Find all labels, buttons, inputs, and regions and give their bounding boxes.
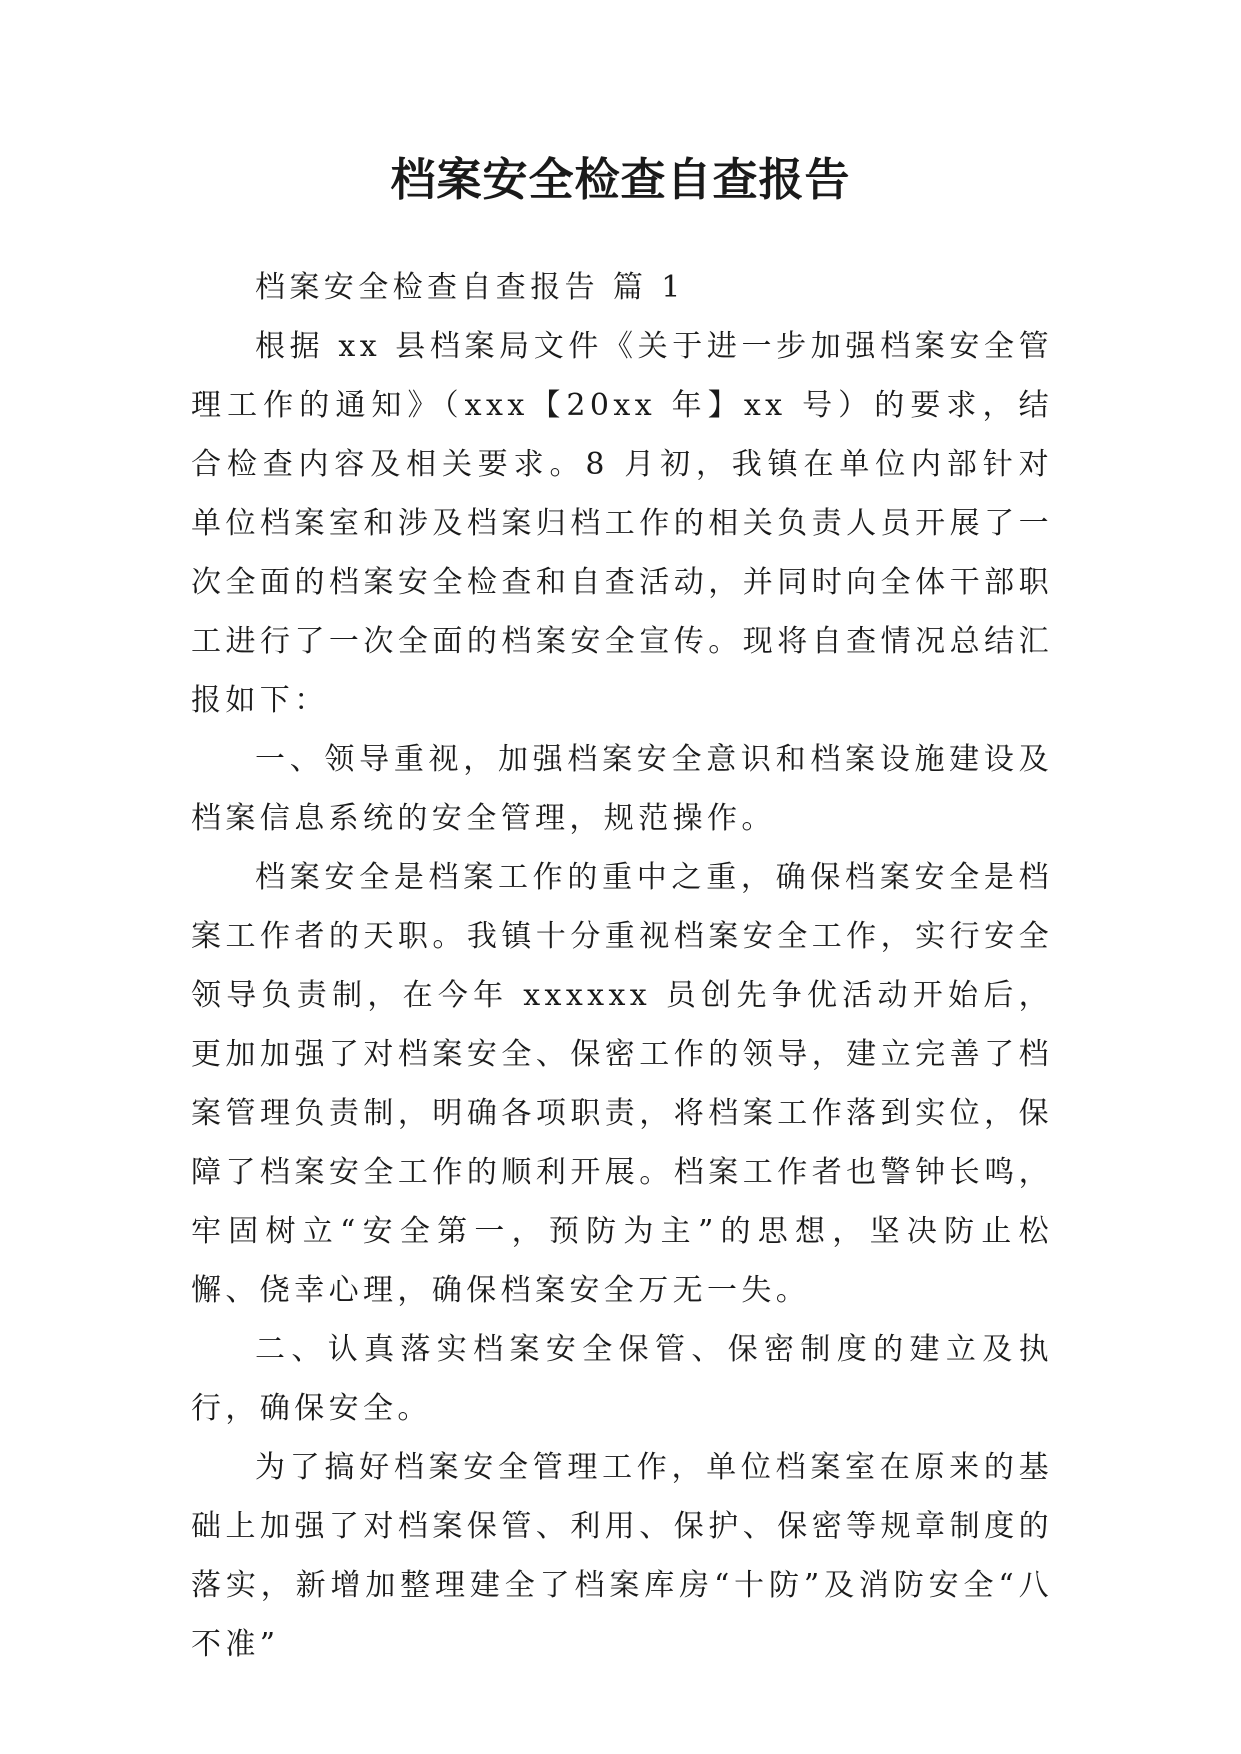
paragraph: 根据 xx 县档案局文件《关于进一步加强档案安全管理工作的通知》（xxx【20xx 年】xx 号）的要求，结合检查内容及相关要求。8 月初，我镇在单位内部针对单位档案室和涉及档案归档工作的相关负责人员开展了一次全面的档案安全检查和自查活动，并同时向全体干部职工进行了一次全面的档案安全宣传。现将自查情况总结汇报如下： xyxy=(191,329,1053,718)
paragraph: 为了搞好档案安全管理工作，单位档案室在原来的基础上加强了对档案保管、利用、保护、保密等规章制度的落实，新增加整理建全了档案库房“十防”及消防安全“八不准” xyxy=(191,1450,1053,1662)
section-heading: 一、领导重视，加强档案安全意识和档案设施建设及档案信息系统的安全管理，规范操作。 xyxy=(191,742,1053,836)
document-body xyxy=(191,258,1053,1674)
paragraph: 档案安全是档案工作的重中之重，确保档案安全是档案工作者的天职。我镇十分重视档案安全工作，实行安全领导负责制，在今年 xxxxxx 员创先争优活动开始后，更加加强了对档案安全、保密工作的领导，建立完善了档案管理负责制，明确各项职责，将档案工作落到实位，保障了档案安全工作的顺利开展。档案工作者也警钟长鸣，牢固树立“安全第一，预防为主”的思想，坚决防止松懈、侥幸心理，确保档案安全万无一失。 xyxy=(191,860,1053,1308)
document-title: 档案安全检查自查报告 xyxy=(390,153,851,206)
section-heading: 档案安全检查自查报告 篇 1 xyxy=(255,270,685,305)
section-heading: 二、认真落实档案安全保管、保密制度的建立及执行，确保安全。 xyxy=(191,1332,1053,1426)
